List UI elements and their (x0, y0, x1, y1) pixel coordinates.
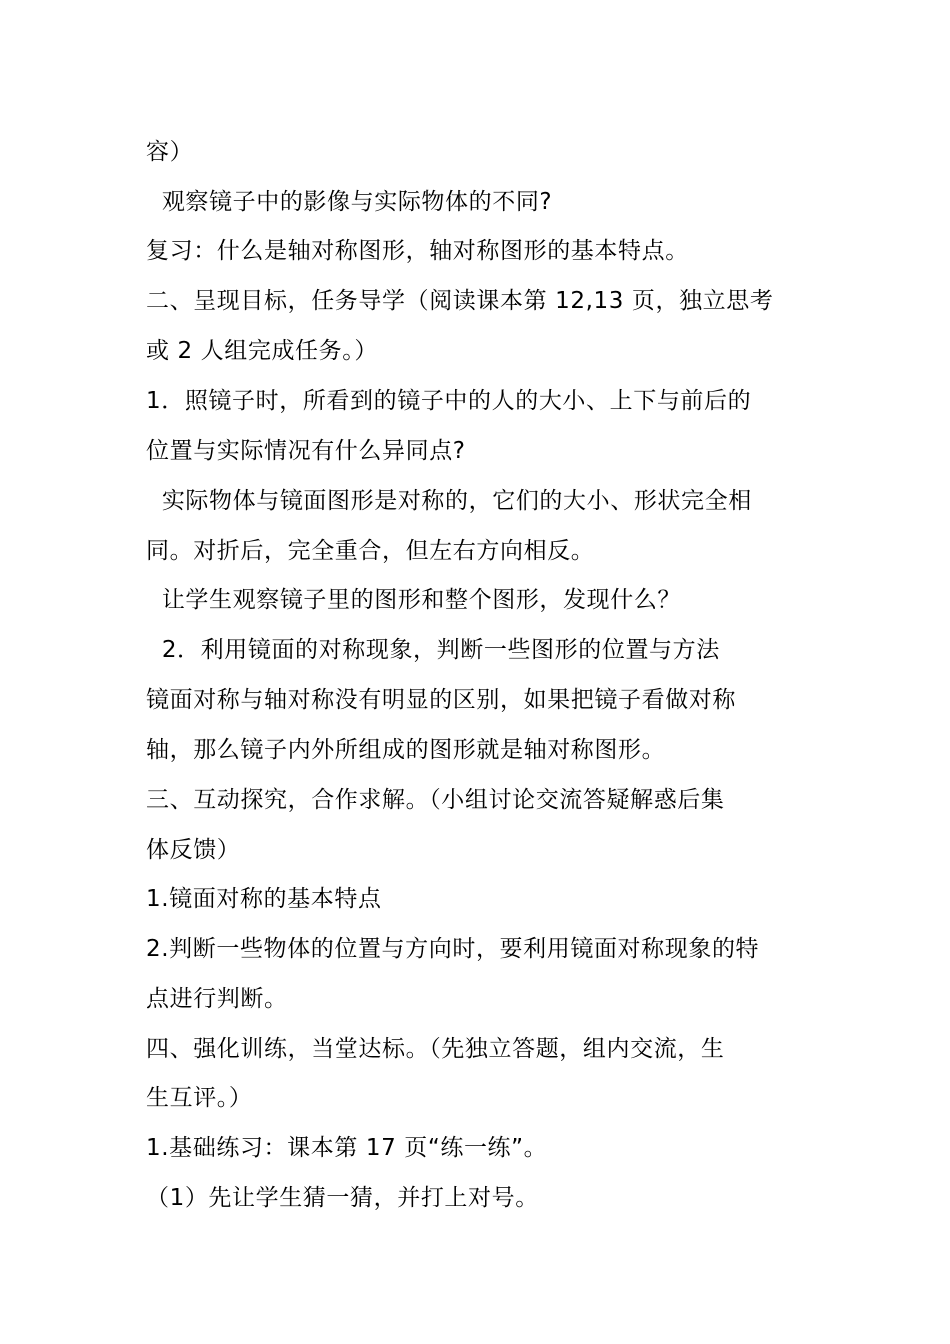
text-line: 复习：什么是轴对称图形，轴对称图形的基本特点。 (146, 238, 689, 264)
text-line: 生互评。） (146, 1085, 253, 1111)
text-line: 实际物体与镜面图形是对称的，它们的大小、形状完全相 (146, 488, 752, 514)
text-line: 点进行判断。 (146, 986, 288, 1012)
text-line: 让学生观察镜子里的图形和整个图形，发现什么？ (146, 587, 682, 613)
text-line: 体反馈） (146, 837, 241, 863)
text-line: （1）先让学生猜一猜，并打上对号。 (146, 1185, 539, 1211)
text-line: 二、呈现目标，任务导学（阅读课本第 12,13 页，独立思考 (146, 288, 774, 314)
text-line: 1．照镜子时，所看到的镜子中的人的大小、上下与前后的 (146, 388, 752, 414)
text-line: 轴，那么镜子内外所组成的图形就是轴对称图形。 (146, 737, 666, 763)
text-line: 位置与实际情况有什么异同点? (146, 438, 466, 464)
text-line: 四、强化训练，当堂达标。（先独立答题，组内交流，生 (146, 1036, 725, 1062)
text-line: 观察镜子中的影像与实际物体的不同? (146, 189, 553, 215)
text-line: 2.判断一些物体的位置与方向时，要利用镜面对称现象的特 (146, 936, 760, 962)
text-line: 容） (146, 139, 194, 165)
text-line: 1.基础练习：课本第 17 页“练一练”。 (146, 1135, 548, 1161)
text-line: 2．利用镜面的对称现象，判断一些图形的位置与方法 (146, 637, 720, 663)
text-line: 或 2 人组完成任务。） (146, 338, 378, 364)
text-line: 1.镜面对称的基本特点 (146, 886, 382, 912)
text-line: 三、互动探究，合作求解。（小组讨论交流答疑解惑后集 (146, 787, 725, 813)
text-line: 镜面对称与轴对称没有明显的区别，如果把镜子看做对称 (146, 687, 736, 713)
text-line: 同。对折后，完全重合，但左右方向相反。 (146, 538, 595, 564)
